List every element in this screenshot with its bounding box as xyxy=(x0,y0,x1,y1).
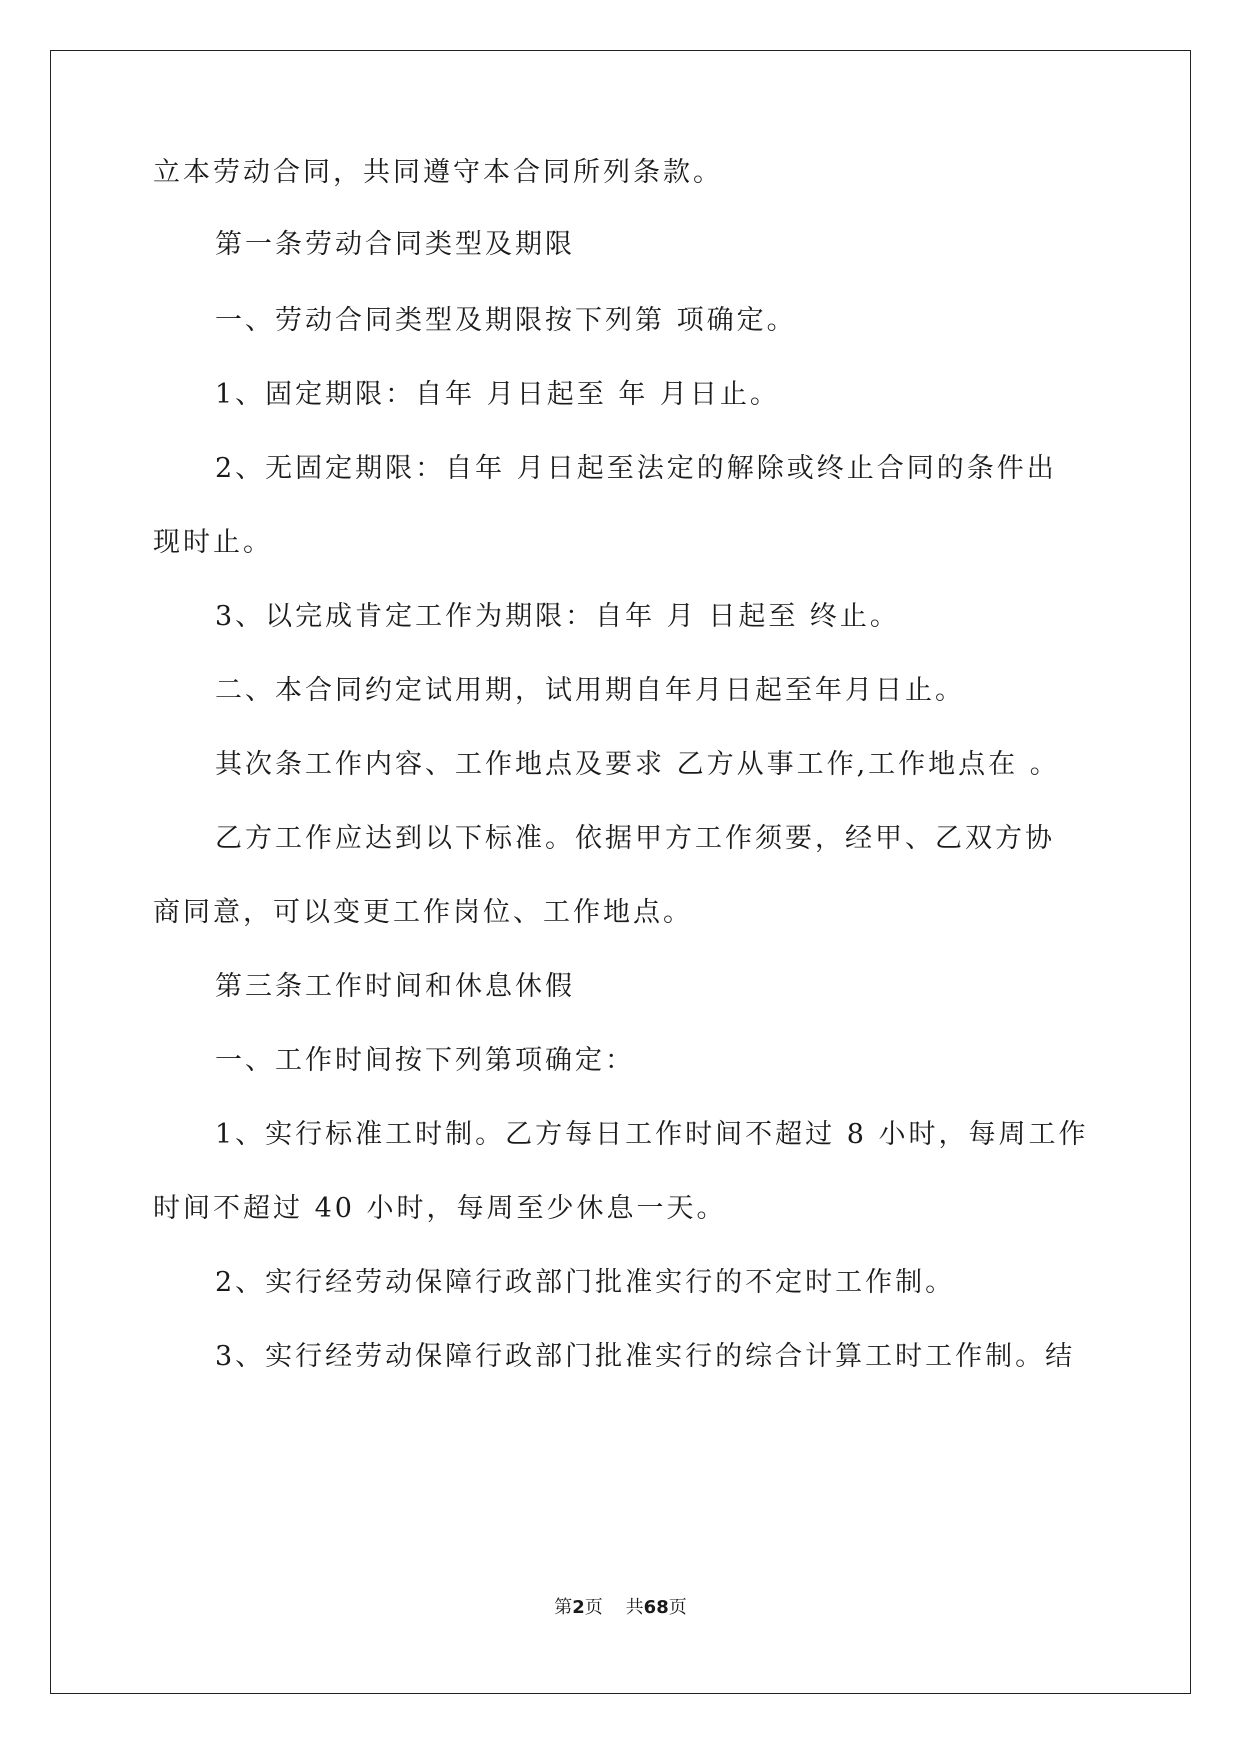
text-line: 乙方工作应达到以下标准。依据甲方工作须要，经甲、乙双方协 xyxy=(215,823,1055,854)
text-line: 其次条工作内容、工作地点及要求 乙方从事工作,工作地点在 。 xyxy=(215,749,1060,780)
footer-page-prefix: 第 xyxy=(554,1597,573,1618)
text-line: 立本劳动合同，共同遵守本合同所列条款。 xyxy=(153,157,723,188)
text-line: 3、实行经劳动保障行政部门批准实行的综合计算工时工作制。结 xyxy=(215,1341,1076,1372)
section-heading: 第三条工作时间和休息休假 xyxy=(215,971,575,1002)
text-line: 2、实行经劳动保障行政部门批准实行的不定时工作制。 xyxy=(215,1267,956,1298)
page-footer xyxy=(0,1596,1241,1620)
text-line: 商同意，可以变更工作岗位、工作地点。 xyxy=(153,897,693,928)
text-line: 一、工作时间按下列第项确定： xyxy=(215,1045,635,1076)
text-line: 3、以完成肯定工作为期限：自年 月 日起至 终止。 xyxy=(215,601,900,632)
text-line: 1、实行标准工时制。乙方每日工作时间不超过 8 小时，每周工作 xyxy=(215,1119,1089,1150)
footer-page-number: 2 xyxy=(572,1597,585,1618)
page-border xyxy=(50,50,1191,1694)
text-line: 一、劳动合同类型及期限按下列第 项确定。 xyxy=(215,305,797,336)
footer-total-pages: 68 xyxy=(643,1597,669,1618)
section-heading: 第一条劳动合同类型及期限 xyxy=(215,229,575,260)
text-line: 2、无固定期限：自年 月日起至法定的解除或终止合同的条件出 xyxy=(215,453,1057,484)
text-line: 现时止。 xyxy=(153,527,273,558)
footer-total-suffix: 页 xyxy=(668,1597,687,1618)
text-line: 时间不超过 40 小时，每周至少休息一天。 xyxy=(153,1193,727,1224)
text-line: 二、本合同约定试用期，试用期自年月日起至年月日止。 xyxy=(215,675,965,706)
footer-page-suffix: 页 xyxy=(584,1597,603,1618)
text-line: 1、固定期限：自年 月日起至 年 月日止。 xyxy=(215,379,780,410)
footer-total-prefix: 共 xyxy=(625,1597,644,1618)
